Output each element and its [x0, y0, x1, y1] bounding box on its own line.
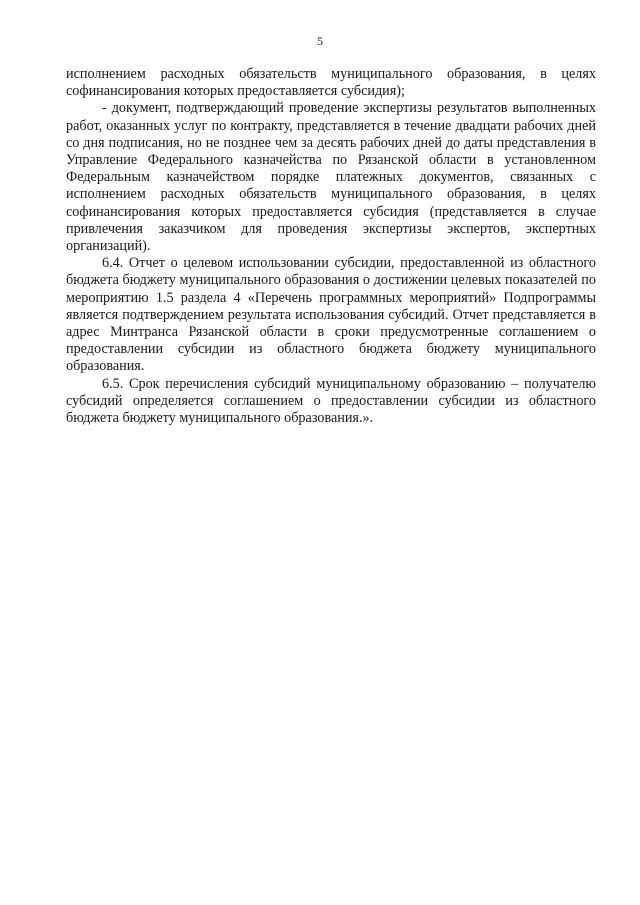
paragraph-expertise-document: - документ, подтверждающий проведение экспертизы результатов выполненных работ, оказанных услуг по контракту, представляется в течение двадцати рабочих дней со дня подписания, но не позднее чем за десять рабочих дней до даты представления в Управление Федерального казначейства по Рязанской области в установленном Федеральным казначейством порядке платежных документов, связанных с исполнением расходных обязательств муниципального образования, в целях софинансирования которых предоставляется субсидия (представляется в случае привлечения заказчиком для проведения экспертизы экспертов, экспертных организаций). [66, 100, 596, 255]
page-number: 5 [317, 34, 323, 48]
paragraph-6-5-transfer-term: 6.5. Срок перечисления субсидий муниципальному образованию – получателю субсидий определяется соглашением о предоставлении субсидии из областного бюджета бюджету муниципального образования.». [66, 375, 596, 427]
paragraph-continuation: исполнением расходных обязательств муниципального образования, в целях софинансирования которых предоставляется субсидия); [66, 66, 596, 100]
paragraph-6-4-report: 6.4. Отчет о целевом использовании субсидии, предоставленной из областного бюджета бюджету муниципального образования о достижении целевых показателей по мероприятию 1.5 раздела 4 «Перечень программных мероприятий» Подпрограммы является подтверждением результата использования субсидий. Отчет представляется в адрес Минтранса Рязанской области в сроки предусмотренные соглашением о предоставлении субсидии из областного бюджета бюджету муниципального образования. [66, 255, 596, 375]
document-body [66, 66, 596, 427]
